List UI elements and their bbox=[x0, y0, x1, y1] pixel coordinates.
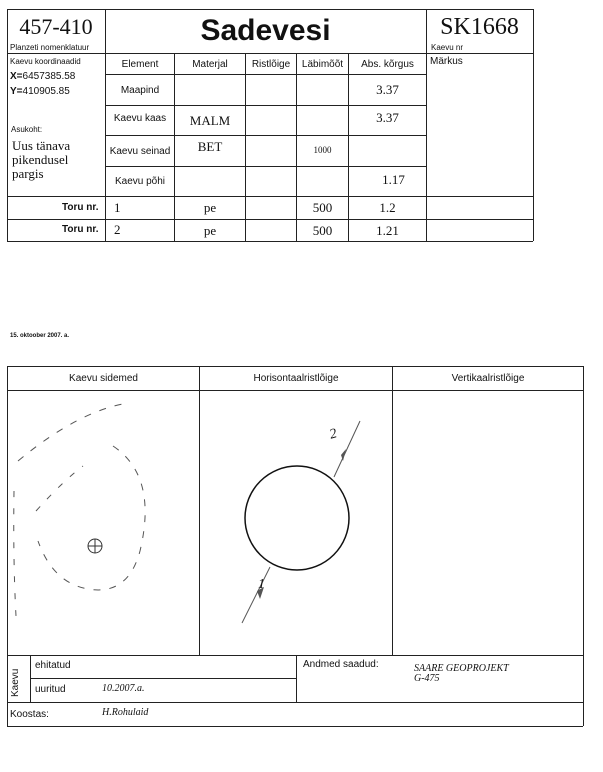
drawing-header-horisontaal: Horisontaalristlõige bbox=[253, 373, 339, 384]
col-header-ristloige: Ristlõige bbox=[251, 58, 291, 70]
row-element: Maapind bbox=[120, 84, 160, 96]
col-header-materjal: Materjal bbox=[192, 58, 228, 70]
connections-sketch bbox=[8, 391, 199, 655]
row-korgus: 1.17 bbox=[382, 172, 405, 187]
andmed-label: Andmed saadud: bbox=[303, 659, 379, 670]
coord-x-value: 6457385.58 bbox=[22, 71, 76, 82]
pipe-korgus: 1.21 bbox=[376, 222, 399, 238]
ehitatud-label: ehitatud bbox=[35, 660, 71, 671]
document-title: Sadevesi bbox=[200, 14, 331, 47]
row-korgus bbox=[349, 136, 426, 166]
footer-side-label: Kaevu bbox=[10, 668, 21, 697]
coord-y-value: 410905.85 bbox=[22, 86, 70, 97]
pipe-labimoot: 500 bbox=[312, 200, 333, 215]
location-line: pargis bbox=[12, 166, 44, 181]
row-materjal: MALM bbox=[189, 113, 231, 128]
row-labimoot bbox=[297, 75, 348, 105]
andmed-value-line: G-475 bbox=[414, 673, 440, 684]
drawing-header-sidemed: Kaevu sidemed bbox=[69, 373, 138, 384]
coord-x bbox=[10, 71, 75, 82]
kaevu-number: SK1668 bbox=[440, 13, 519, 40]
col-header-element: Element bbox=[121, 58, 159, 70]
row-korgus: 3.37 bbox=[376, 110, 399, 125]
coord-x-label: X= bbox=[10, 71, 23, 82]
row-labimoot bbox=[297, 167, 348, 196]
pipe-materjal: pe bbox=[203, 222, 217, 238]
pipe-nr: 2 bbox=[114, 222, 121, 237]
row-materjal: BET bbox=[197, 139, 223, 154]
pipe-materjal: pe bbox=[203, 200, 217, 215]
drawing-header-vertikaal: Vertikaalristlõige bbox=[451, 373, 525, 384]
location-text bbox=[12, 139, 70, 181]
row-korgus: 3.37 bbox=[376, 82, 399, 97]
pipe-nr: 1 bbox=[114, 200, 121, 215]
row-element: Kaevu seinad bbox=[109, 145, 171, 157]
col-header-markus: Märkus bbox=[430, 56, 463, 67]
row-element: Kaevu põhi bbox=[114, 176, 166, 187]
col-header-labimoot: Läbimõõt bbox=[301, 58, 344, 70]
planzet-label: Planzeti nomenklatuur bbox=[10, 43, 90, 52]
row-materjal bbox=[175, 167, 245, 196]
coord-y bbox=[10, 86, 70, 97]
location-line: Uus tänava bbox=[12, 138, 71, 153]
koostas-value: H.Rohulaid bbox=[102, 707, 149, 718]
andmed-value bbox=[414, 664, 509, 684]
uuritud-value: 10.2007.a. bbox=[102, 683, 145, 694]
document-date: 15. oktoober 2007. a. bbox=[10, 333, 70, 339]
manhole-circle bbox=[245, 466, 349, 570]
pipe-in-number: 2 bbox=[328, 426, 339, 443]
coord-y-label: Y= bbox=[10, 86, 23, 97]
kaevu-number-label: Kaevu nr bbox=[431, 43, 464, 52]
pipe-korgus: 1.2 bbox=[379, 200, 396, 215]
koostas-label: Koostas: bbox=[10, 709, 49, 720]
pipe-out-number: 1 bbox=[258, 577, 265, 592]
row-labimoot: 1000 bbox=[313, 145, 332, 155]
uuritud-label: uuritud bbox=[35, 684, 66, 695]
row-element: Kaevu kaas bbox=[113, 112, 167, 124]
col-header-korgus: Abs. kõrgus bbox=[361, 58, 414, 70]
horizontal-section-sketch bbox=[200, 391, 392, 655]
pipe-label: Toru nr. bbox=[62, 224, 99, 235]
andmed-value-line: SAARE GEOPROJEKT bbox=[414, 663, 509, 674]
location-label: Asukoht: bbox=[11, 125, 43, 134]
pipe-label: Toru nr. bbox=[62, 202, 99, 213]
planzet-number: 457-410 bbox=[19, 14, 93, 39]
pipe-labimoot: 500 bbox=[312, 222, 333, 238]
row-labimoot bbox=[297, 106, 348, 130]
row-materjal bbox=[175, 75, 245, 105]
coords-label: Kaevu koordinaadid bbox=[10, 57, 81, 66]
location-line: pikendusel bbox=[12, 152, 69, 167]
